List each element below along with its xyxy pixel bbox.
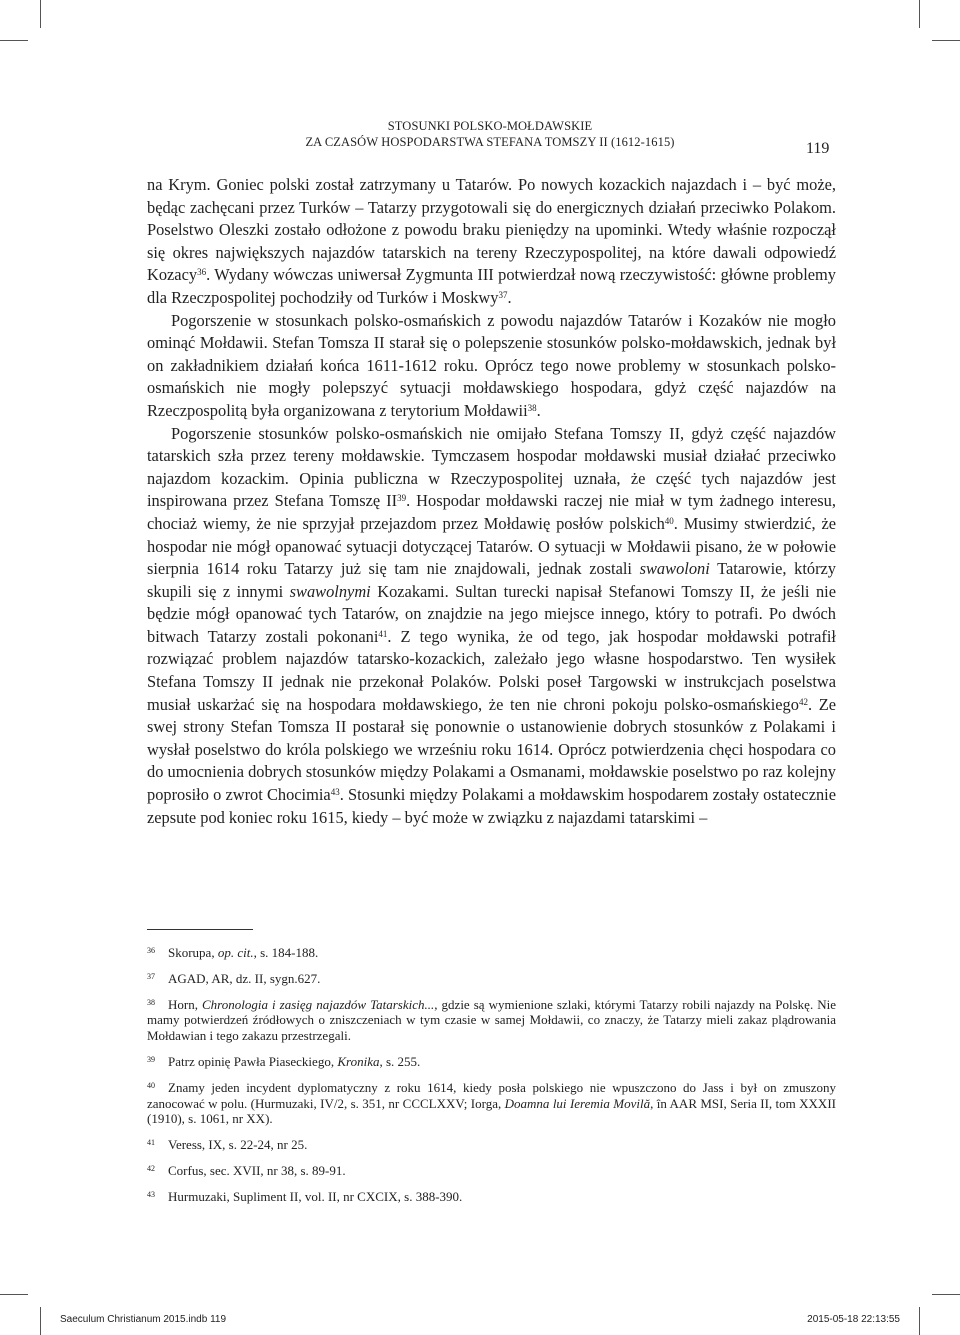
running-header-line-2: ZA CZASÓW HOSPODARSTWA STEFANA TOMSZY II (1612-1615) — [305, 135, 675, 149]
footnote-number: 36 — [147, 946, 155, 955]
print-footer-timestamp: 2015-05-18 22:13:55 — [807, 1314, 900, 1325]
print-footer-file: Saeculum Christianum 2015.indb 119 — [60, 1314, 227, 1325]
footnote-text: Skorupa, op. cit., s. 184-188. — [168, 945, 319, 960]
crop-mark-top-right-horizontal — [932, 40, 960, 41]
footnote-number: 37 — [147, 971, 155, 981]
page-number: 119 — [806, 140, 830, 157]
footnote-ref: 39 — [397, 493, 407, 504]
footnote — [147, 1080, 836, 1127]
footnote — [147, 1189, 836, 1205]
footnote — [147, 1137, 836, 1153]
footnote — [147, 997, 836, 1044]
crop-mark-bottom-right-vertical — [919, 1307, 920, 1335]
footnotes — [147, 945, 836, 1215]
footnote-number: 39 — [147, 1054, 155, 1064]
footnote-ref: 42 — [798, 696, 808, 707]
paragraph-3: Pogorszenie stosunków polsko-osmańskich nie omijało Stefana Tomszy II, gdyż część najazdów tatarskich szła przez tereny mołdawskie. Tymczasem hospodar mołdawski musiał działać przeciwko najazdom kozackim. Opinia publiczna w Rzeczypospolitej uznała, że część tych najazdów jest inspirowana przez Stefana Tomszę II$^{39}$. Hospodar mołdawski raczej nie miał w tym żadnego interesu, chociaż wiemy, że nie sprzyjał przejazdom przez Mołdawię posłów polskich$^{40}$. Musimy stwierdzić, że hospodar nie mógł opanować sytuacji dotyczącej Tatarów. O sytuacji w Mołdawii pisano, że w połowie sierpnia 1614 roku Tatarzy już się tam nie znajdowali, jednak zostali swawoloni Tatarowie, którzy skupili się z innymi swawolnymi Kozakami. Sultan turecki napisał Stefanowi Tomszy II, że jeśli nie będzie mógł opanować tych Tatarów, on znajdzie na jego miejsce innego, który to potrafi. Po dwóch bitwach Tatarzy zostali pokonani$^{41}$. Z tego wynika, że od tego, jak hospodar mołdawski potrafił rozwiązać problem najazdów tatarsko-kozackich, zależało jego własne hospodarstwo. Ten wysiłek Stefana Tomszy II jednak nie przekonał Polaków. Polski poseł Targowski w instrukcjach poselstwa musiał uskarżać się na hospodara mołdawskiego, że ten nie chroni pokoju polsko-osmańskiego$^{42}$. Ze swej strony Stefan Tomsza II postarał się ponownie o ustanowienie dobrych stosunków z Polakami i wysłał poselstwo do króla polskiego we wrześniu roku 1614. Oprócz potwierdzenia chęci hospodara co do umocnienia dobrych stosunków między Polakami a Osmanami, mołdawskie poselstwo po raz kolejny poprosiło o zwrot Chocimia$^{43}$. Stosunki między Polakami a mołdawskim hospodarem zostały ostatecznie zepsute pod koniec roku 1615, kiedy – być może w związku z najazdami tatarskimi – — [147, 423, 836, 827]
crop-mark-bottom-left-vertical — [40, 1307, 41, 1335]
italic-text: swawolnymi — [289, 581, 371, 601]
footnote-text: Patrz opinię Pawła Piaseckiego, Kronika, s. 255. — [168, 1053, 421, 1069]
main-text — [147, 174, 836, 829]
italic-text: Chronologia i zasięg najazdów Tatarskich... — [202, 996, 435, 1012]
footnote-number: 42 — [147, 1163, 155, 1173]
footnote-number: 40 — [147, 1080, 155, 1090]
footnote-number: 38 — [147, 997, 155, 1007]
running-header-line-1: STOSUNKI POLSKO-MOŁDAWSKIE — [387, 119, 593, 133]
crop-mark-top-left-vertical — [40, 0, 41, 28]
footnote-number: 41 — [147, 1138, 155, 1148]
footnote — [147, 971, 836, 987]
footnote-ref: 43 — [330, 787, 340, 798]
footnote — [147, 1054, 836, 1070]
italic-text: Kronika — [337, 1053, 380, 1069]
footnote — [147, 945, 836, 961]
footnote-text: Horn, Chronologia i zasięg najazdów Tatarskich..., gdzie są wymienione szlaki, którymi Tatarzy robili najazdy na Polskę. Nie mamy potwierdzeń źródłowych o zniszczeniach w tym czasie w samej Mołdawii, co znaczy, że Tatarzy mieli zakaz plądrowania Mołdawian i tego zakazu przestrzegali. — [147, 996, 837, 1044]
footnote-ref: 40 — [664, 515, 674, 526]
footnote-ref: 37 — [498, 289, 508, 300]
footnote-ref: 36 — [197, 267, 207, 278]
footnote-text: Hurmuzaki, Supliment II, vol. II, nr CXCIX, s. 388-390. — [168, 1188, 463, 1204]
footnote-text: AGAD, AR, dz. II, sygn.627. — [168, 970, 321, 986]
crop-mark-bottom-left-horizontal — [0, 1294, 28, 1295]
crop-mark-top-right-vertical — [919, 0, 920, 28]
footnote-number: 43 — [147, 1189, 155, 1199]
italic-text: swawoloni — [639, 559, 710, 579]
footnote-ref: 38 — [527, 402, 537, 413]
paragraph-2: Pogorszenie w stosunkach polsko-osmańskich z powodu najazdów Tatarów i Kozaków nie mogło ominąć Mołdawii. Stefan Tomsza II starał się o polepszenie stosunków polsko-mołdawskich, jednak był on zakładnikiem działań końca 1611-1612 roku. Oprócz tego nowe problemy w stosunkach polsko-osmańskich nie mogły polepszyć sytuacji mołdawskiego hospodara, gdyż część najazdów na Rzeczpospolitą była organizowana z terytorium Mołdawii$^{38}$. — [147, 310, 836, 420]
footnote-text: Veress, IX, s. 22-24, nr 25. — [168, 1137, 308, 1153]
footnote-text: Znamy jeden incydent dyplomatyczny z roku 1614, kiedy posła polskiego nie wpuszczono do Jass i był on zmuszony zanocować w polu. (Hurmuzaki, IV/2, s. 351, nr CCCLXXV; Iorga, Doamna lui Ieremia Movilă, în AAR MSI, Seria II, tom XXXII (1910), s. 1061, nr XX). — [147, 1079, 836, 1127]
crop-mark-top-left-horizontal — [0, 40, 28, 41]
italic-text: Doamna lui Ieremia Movilă — [504, 1095, 651, 1111]
running-header — [150, 118, 830, 150]
italic-text: op. cit. — [217, 945, 254, 960]
footnote — [147, 1163, 836, 1179]
footnote-text: Corfus, sec. XVII, nr 38, s. 89-91. — [168, 1162, 346, 1178]
paragraph-1: na Krym. Goniec polski został zatrzymany u Tatarów. Po nowych kozackich najazdach i – być może, będąc zachęcani przez Turków – Tatarzy przygotowali się do energicznych działań przeciwko Polakom. Poselstwo Oleszki zostało odłożone z powodu braku pieniędzy na upominki. Wtedy właśnie rozpoczął się okres największych najazdów tatarskich na tereny Rzeczypospolitej, na które dawali odpowiedź Kozacy$^{36}$. Wydany wówczas uniwersał Zygmunta III potwierdzał nową rzeczywistość: główne problemy dla Rzeczpospolitej pochodziły od Turków i Moskwy$^{37}$. — [147, 175, 836, 307]
footnote-ref: 41 — [378, 628, 388, 639]
footnote-separator — [147, 929, 253, 930]
crop-mark-bottom-right-horizontal — [932, 1294, 960, 1295]
